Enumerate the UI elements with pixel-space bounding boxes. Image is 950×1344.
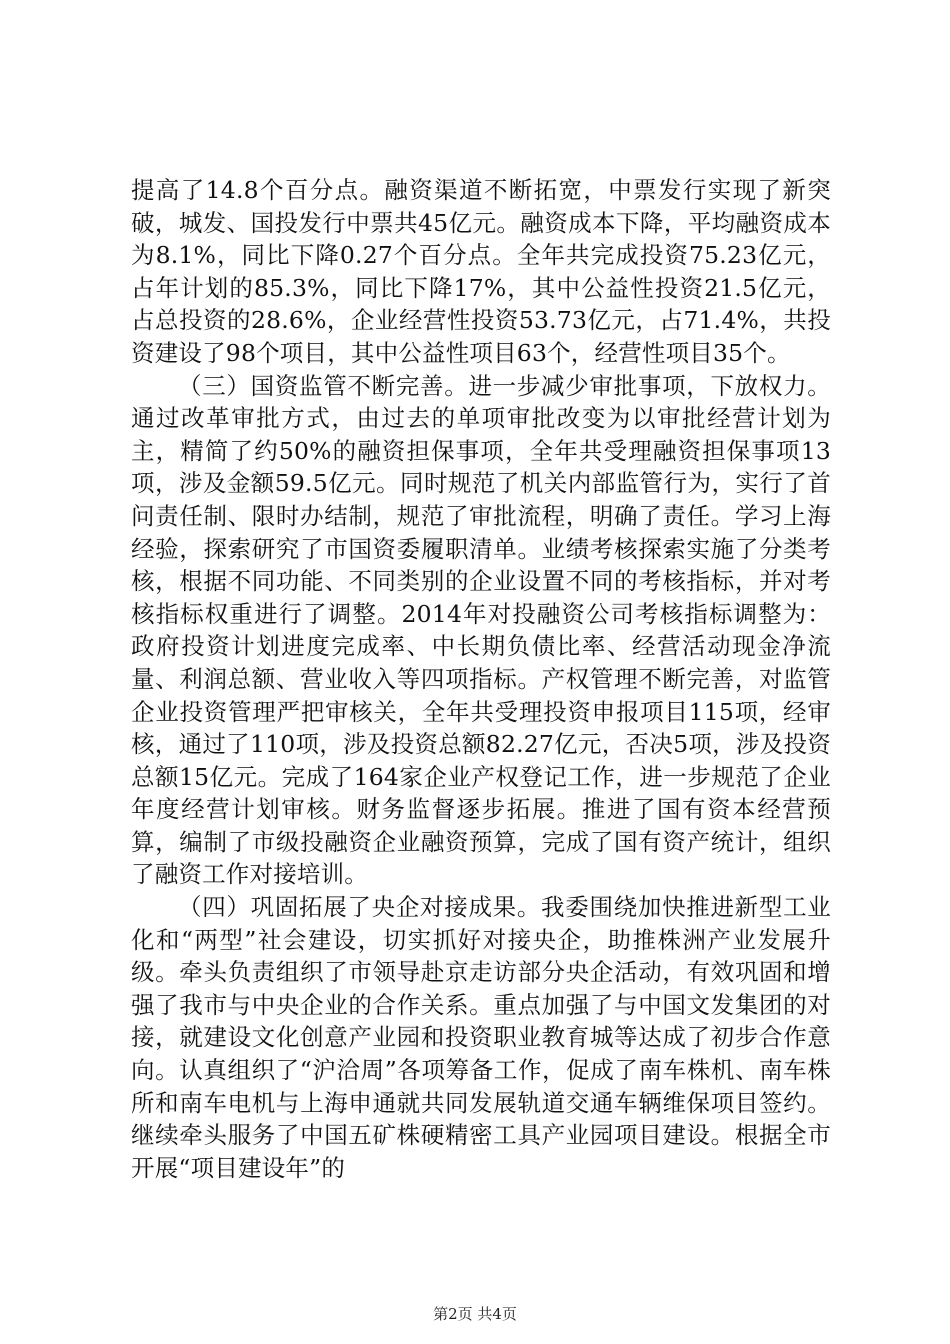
paragraph-state-asset-supervision: （三）国资监管不断完善。进一步减少审批事项，下放权力。通过改革审批方式，由过去的单项审批改变为以审批经营计划为主，精简了约50%的融资担保事项，全年共受理融资担保事项13项，涉及金额59.5亿元。同时规范了机关内部监管行为，实行了首问责任制、限时办结制，规范了审批流程，明确了责任。学习上海经验，探索研究了市国资委履职清单。业绩考核探索实施了分类考核，根据不同功能、不同类别的企业设置不同的考核指标，并对考核指标权重进行了调整。2014年对投融资公司考核指标调整为：政府投资计划进度完成率、中长期负债比率、经营活动现金净流量、利润总额、营业收入等四项指标。产权管理不断完善，对监管企业投资管理严把审核关，全年共受理投资申报项目115项，经审核，通过了110项，涉及投资总额82.27亿元，否决5项，涉及投资总额15亿元。完成了164家企业产权登记工作，进一步规范了企业年度经营计划审核。财务监督逐步拓展。推进了国有资本经营预算，编制了市级投融资企业融资预算，完成了国有资产统计，组织了融资工作对接培训。	[131, 371, 831, 889]
paragraph-central-enterprise-docking: （四）巩固拓展了央企对接成果。我委围绕加快推进新型工业化和“两型”社会建设，切实抓好对接央企，助推株洲产业发展升级。牵头负责组织了市领导赴京走访部分央企活动，有效巩固和增强了我市与中央企业的合作关系。重点加强了与中国文发集团的对接，就建设文化创意产业园和投资职业教育城等达成了初步合作意向。认真组织了“沪洽周”各项筹备工作，促成了南车株机、南车株所和南车电机与上海申通就共同发展轨道交通车辆维保项目签约。继续牵头服务了中国五矿株硬精密工具产业园项目建设。根据全市开展“项目建设年”的	[131, 893, 831, 1182]
paragraph-financing-summary: 提高了14.8个百分点。融资渠道不断拓宽，中票发行实现了新突破，城发、国投发行中票共45亿元。融资成本下降，平均融资成本为8.1%，同比下降0.27个百分点。全年共完成投资75.23亿元，占年计划的85.3%，同比下降17%，其中公益性投资21.5亿元，占总投资的28.6%，企业经营性投资53.73亿元，占71.4%，共投资建设了98个项目，其中公益性项目63个，经营性项目35个。	[131, 176, 831, 367]
page-footer: 第2页 共4页	[433, 1305, 517, 1323]
body-text	[131, 174, 831, 1184]
